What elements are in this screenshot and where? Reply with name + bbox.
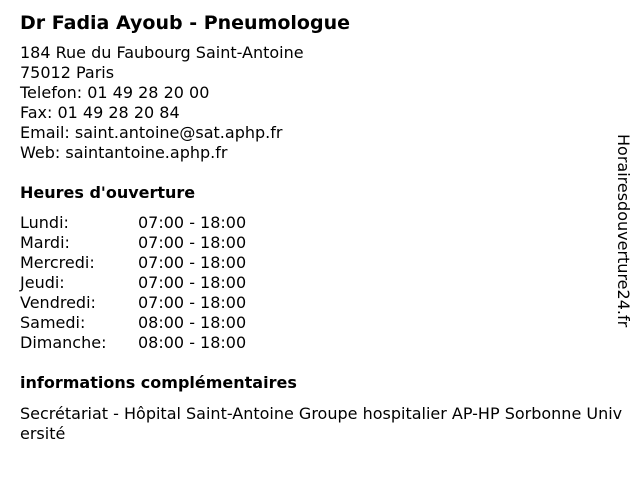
street-address: 184 Rue du Faubourg Saint-Antoine bbox=[20, 43, 304, 62]
day-label: Mardi: bbox=[20, 233, 70, 252]
hours-row bbox=[20, 313, 246, 333]
site-watermark: Horairesdouverture24.fr bbox=[614, 134, 633, 328]
day-label: Mercredi: bbox=[20, 253, 95, 272]
additional-info-text: Secrétariat - Hôpital Saint-Antoine Groupe hospitalier AP-HP Sorbonne Université bbox=[20, 404, 623, 443]
hours-row bbox=[20, 333, 246, 353]
day-label: Dimanche: bbox=[20, 333, 107, 352]
time-range: 08:00 - 18:00 bbox=[138, 333, 247, 352]
fax-number: Fax: 01 49 28 20 84 bbox=[20, 103, 180, 122]
day-label: Lundi: bbox=[20, 213, 69, 232]
phone-number: Telefon: 01 49 28 20 00 bbox=[20, 83, 210, 102]
opening-hours-heading: Heures d'ouverture bbox=[20, 183, 196, 202]
hours-row bbox=[20, 293, 246, 313]
day-label: Samedi: bbox=[20, 313, 86, 332]
city-postcode: 75012 Paris bbox=[20, 63, 115, 82]
opening-hours-table bbox=[20, 213, 246, 353]
hours-row bbox=[20, 233, 246, 253]
day-label: Jeudi: bbox=[20, 273, 65, 292]
additional-info-heading: informations complémentaires bbox=[20, 373, 297, 392]
time-range: 07:00 - 18:00 bbox=[138, 273, 247, 292]
email-address: Email: saint.antoine@sat.aphp.fr bbox=[20, 123, 283, 142]
day-label: Vendredi: bbox=[20, 293, 96, 312]
time-range: 07:00 - 18:00 bbox=[138, 233, 247, 252]
contact-details bbox=[20, 43, 304, 163]
time-range: 07:00 - 18:00 bbox=[138, 253, 247, 272]
hours-row bbox=[20, 253, 246, 273]
hours-row bbox=[20, 273, 246, 293]
page-title: Dr Fadia Ayoub - Pneumologue bbox=[20, 12, 350, 34]
time-range: 07:00 - 18:00 bbox=[138, 293, 247, 312]
time-range: 07:00 - 18:00 bbox=[138, 213, 247, 232]
hours-row bbox=[20, 213, 246, 233]
website: Web: saintantoine.aphp.fr bbox=[20, 143, 228, 162]
time-range: 08:00 - 18:00 bbox=[138, 313, 247, 332]
